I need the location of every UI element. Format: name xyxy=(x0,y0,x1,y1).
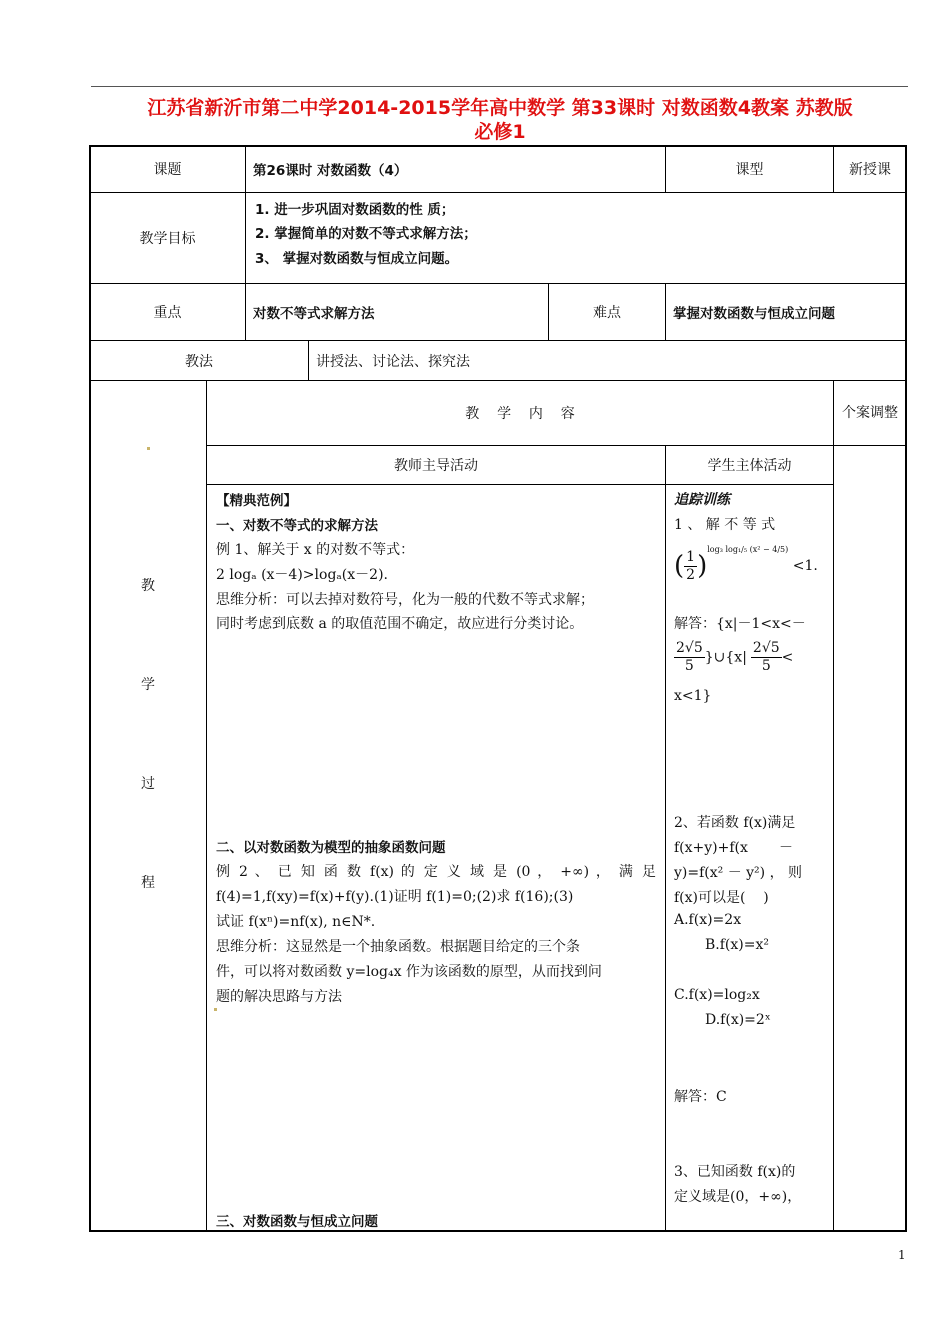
cell-frame xyxy=(833,445,907,1232)
section-2-title: 二、以对数函数为模型的抽象函数问题 xyxy=(216,840,446,856)
a1-fraction-1 xyxy=(674,640,705,675)
q1-rhs: <1. xyxy=(792,558,818,574)
practice-q3-line-1: 3、已知函数 f(x)的 xyxy=(674,1164,796,1180)
a1-fraction-1-numerator: 2√5 xyxy=(676,640,703,656)
section-tag: 【精典范例】 xyxy=(216,493,297,509)
option-d: D.f(x)=2ˣ xyxy=(705,1012,771,1028)
a1-fraction-2-denominator: 5 xyxy=(761,658,771,674)
practice-title: 追踪训练 xyxy=(674,492,730,508)
q1-close-paren: ) xyxy=(697,551,708,581)
page-number: 1 xyxy=(898,1248,906,1262)
teacher-header: 教师主导活动 xyxy=(394,458,478,474)
example-2-analysis-line-3: 题的解决思路与方法 xyxy=(216,989,342,1005)
example-2-analysis-line-2: 件，可以将对数函数 y=log₄x 作为该函数的原型，从而找到问 xyxy=(216,964,602,980)
example-2-line-3: 试证 f(xⁿ)=nf(x), n∈N*. xyxy=(216,914,376,930)
practice-q2-line-3: y)=f(x² － y²) ， 则 xyxy=(674,865,803,881)
example-2-line-2: f(4)=1,f(xy)=f(x)+f(y).(1)证明 f(1)=0;(2)求 f(16);(3) xyxy=(216,889,574,905)
a1-fraction-1-denominator: 5 xyxy=(684,658,694,674)
q1-base-fraction xyxy=(684,549,697,584)
difficulty-value: 掌握对数函数与恒成立问题 xyxy=(673,306,835,322)
content-header: 教 学 内 容 xyxy=(465,406,575,422)
adjust-header: 个案调整 xyxy=(842,405,898,421)
label-topic: 课题 xyxy=(153,162,182,178)
q1-open-paren: ( xyxy=(674,551,685,581)
process-label-char-1: 教 xyxy=(141,578,155,594)
option-a: A.f(x)=2x xyxy=(674,912,742,928)
practice-q2-line-4: f(x)可以是( ) xyxy=(674,890,769,906)
practice-q1: 1 、 解 不 等 式 xyxy=(674,517,776,533)
label-lesson-type: 课型 xyxy=(735,162,764,178)
practice-q2-line-1: 2、若函数 f(x)满足 xyxy=(674,815,796,831)
cell-frame xyxy=(665,484,834,1232)
title-line-2: 必修1 xyxy=(474,121,526,143)
cell-frame xyxy=(89,380,207,1232)
label-difficulty: 难点 xyxy=(593,305,621,321)
objective-1: 1. 进一步巩固对数函数的性 质； xyxy=(255,202,455,218)
example-2-line-1: 例 2 、 已 知 函 数 f(x) 的 定 义 域 是 (0 ， +∞) ， 满 足 xyxy=(216,864,656,880)
example-1-expression: 2 logₐ (x－4)>logₐ(x－2). xyxy=(216,567,388,583)
q1-exponent: log₃ log₁/₅ (x² − 4/5) xyxy=(707,545,789,554)
practice-a1-prefix: 解答：{x|－1<x<－ xyxy=(674,616,806,632)
objective-2: 2. 掌握简单的对数不等式求解方法； xyxy=(255,226,477,242)
a1-fraction-2-numerator: 2√5 xyxy=(752,640,780,656)
practice-q2-line-2: f(x+y)+f(x － xyxy=(674,840,794,856)
stray-mark xyxy=(214,1008,217,1011)
section-1-title: 一、对数不等式的求解方法 xyxy=(216,518,378,534)
student-header: 学生主体活动 xyxy=(707,458,792,474)
a1-fraction-2 xyxy=(751,640,782,675)
practice-a1-end: x<1} xyxy=(674,688,712,704)
example-2-analysis-line-1: 思维分析：这显然是一个抽象函数。根据题目给定的三个条 xyxy=(216,939,580,955)
stray-mark xyxy=(147,447,150,450)
title-line-1: 江苏省新沂市第二中学2014-2015学年高中数学 第33课时 对数函数4教案 苏教版 xyxy=(147,97,853,119)
practice-q1-inequality xyxy=(674,545,818,584)
process-label-char-4: 程 xyxy=(141,875,155,891)
option-c: C.f(x)=log₂x xyxy=(674,987,760,1003)
section-3-title: 三、对数函数与恒成立问题 xyxy=(216,1214,378,1230)
practice-a1-expression xyxy=(674,640,793,675)
label-method: 教法 xyxy=(185,353,213,370)
practice-q3-line-2: 定义域是(0，+∞)， xyxy=(674,1189,802,1205)
example-1-analysis-line-1: 思维分析：可以去掉对数符号，化为一般的代数不等式求解； xyxy=(216,592,594,608)
example-1-analysis-line-2: 同时考虑到底数 a 的取值范围不确定，故应进行分类讨论。 xyxy=(216,616,584,632)
q1-base-numerator: 1 xyxy=(686,548,696,565)
method-value: 讲授法、讨论法、探究法 xyxy=(316,353,470,370)
process-label-char-3: 过 xyxy=(141,776,155,792)
process-label-char-2: 学 xyxy=(141,677,155,693)
practice-a2: 解答：C xyxy=(674,1089,727,1105)
key-point-value: 对数不等式求解方法 xyxy=(253,306,375,322)
label-objectives: 教学目标 xyxy=(139,231,196,247)
a1-union: }∪{x| xyxy=(704,649,747,666)
objective-3: 3、 掌握对数函数与恒成立问题。 xyxy=(255,251,459,267)
lesson-type-value: 新授课 xyxy=(849,162,891,178)
header-rule xyxy=(91,86,908,87)
label-key-point: 重点 xyxy=(153,305,182,321)
document-title xyxy=(85,96,915,144)
option-b: B.f(x)=x² xyxy=(705,937,769,953)
q1-base-denominator: 2 xyxy=(686,566,696,583)
topic-value: 第26课时 对数函数（4） xyxy=(253,163,408,179)
example-1-question: 例 1、解关于 x 的对数不等式： xyxy=(216,542,415,558)
a1-less-than: < xyxy=(781,649,794,666)
